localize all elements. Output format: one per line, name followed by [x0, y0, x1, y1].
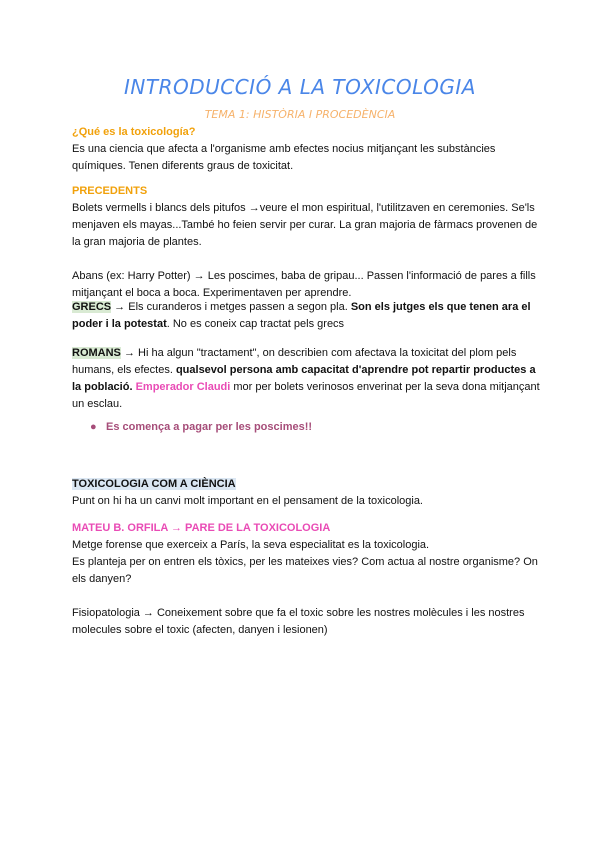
- label-grecs: GRECS: [72, 301, 112, 313]
- document-subtitle: TEMA 1: HISTÒRIA I PROCEDÈNCIA: [204, 108, 396, 121]
- section-heading: TOXICOLOGIA COM A CIÈNCIA: [72, 478, 236, 490]
- section-toxicologia-ciencia: [72, 476, 542, 510]
- section-heading: ¿Qué es la toxicología?: [72, 126, 196, 138]
- text-line: Metge forense que exerceix a París, la seva especialitat es la toxicologia.: [72, 539, 430, 551]
- emperor-name: Emperador Claudi: [135, 381, 231, 393]
- paragraph: Abans (ex: Harry Potter) → Les poscimes, baba de gripau... Passen l'informació de pares a fills mitjançant el boca a boca. Experimentaven per aprendre.: [72, 270, 536, 299]
- bold-text: Son els jutges els que tenen ara el poder i la potestat: [72, 301, 531, 330]
- bullet-text: Es comença a pagar per les poscimes!!: [106, 421, 313, 433]
- text: → Els curanderos i metges passen a segon pla.: [111, 301, 351, 313]
- document-title: INTRODUCCIÓ A LA TOXICOLOGIA: [124, 75, 476, 99]
- text-line: Es planteja per on entren els tòxics, per les mateixes vies? Com actua al nostre organisme? On els danyen?: [72, 556, 538, 585]
- label-romans: ROMANS: [72, 347, 121, 359]
- section-orfila: [72, 520, 542, 639]
- bullet-icon: ●: [90, 421, 97, 433]
- section-text: Punt on hi ha un canvi molt important en el pensament de la toxicologia.: [72, 495, 423, 507]
- text: mor per bolets verinosos enverinat per la seva dona mitjançant un esclau.: [72, 381, 540, 410]
- section-what-is: [72, 124, 542, 175]
- section-heading: PRECEDENTS: [72, 185, 148, 197]
- text: . No es coneix cap tractat pels grecs: [166, 318, 345, 330]
- bullet-item: [90, 419, 312, 436]
- text: → Hi ha algun "tractament", on describien com afectava la toxicitat del plom pels humans, els efectes.: [72, 347, 517, 376]
- paragraph: Bolets vermells i blancs dels pitufos →veure el mon espiritual, l'utilitzaven en ceremonies. Se'ls menjaven els mayas...També ho feien servir per curar. La gran majoria de fàrmacs provenen de la gran majoria de plantes.: [72, 202, 538, 248]
- paragraph: Fisiopatologia → Coneixement sobre que fa el toxic sobre les nostres molècules i les nostres molecules sobre el toxic (afecten, danyen i lesionen): [72, 607, 525, 636]
- section-precedents: [72, 183, 542, 302]
- bold-text: qualsevol persona amb capacitat d'aprendre pot repartir productes a la població.: [72, 364, 536, 393]
- section-text: Es una ciencia que afecta a l'organisme amb efectes nocius mitjançant les substàncies químiques. Tenen diferents graus de toxicitat.: [72, 143, 496, 172]
- section-grecs: [72, 299, 542, 333]
- section-romans: [72, 345, 542, 413]
- section-heading: MATEU B. ORFILA → PARE DE LA TOXICOLOGIA: [72, 522, 331, 534]
